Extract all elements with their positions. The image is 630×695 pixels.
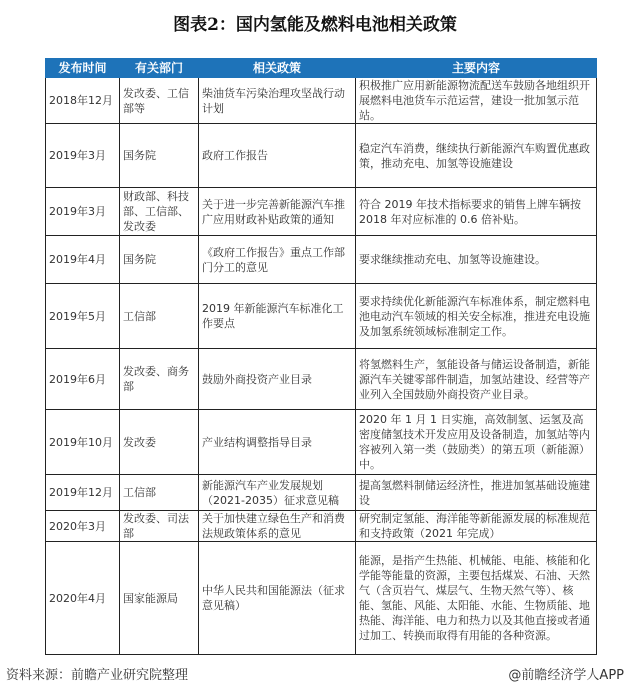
table-row xyxy=(46,78,597,124)
policy-cell: 新能源汽车产业发展规划（2021-2035）征求意见稿 xyxy=(199,475,356,511)
column-header: 发布时间 xyxy=(46,59,120,78)
content-cell: 稳定汽车消费，继续执行新能源汽车购置优惠政策，推动充电、加氢等设施建设 xyxy=(356,124,597,188)
table-header xyxy=(46,59,597,78)
policy-table xyxy=(45,58,597,655)
policy-cell: 柴油货车污染治理攻坚战行动计划 xyxy=(199,78,356,124)
column-header: 相关政策 xyxy=(199,59,356,78)
table-row xyxy=(46,349,597,410)
table-row xyxy=(46,284,597,349)
table-row xyxy=(46,511,597,542)
table-row xyxy=(46,475,597,511)
brand-watermark: @前瞻经济学人APP xyxy=(508,668,624,683)
policy-cell: 2019 年新能源汽车标准化工作要点 xyxy=(199,284,356,349)
content-cell: 将氢燃料生产，氢能设备与储运设备制造，新能源汽车关键零部件制造，加氢站建设、经营等产业列入全国鼓励外商投资产业目录。 xyxy=(356,349,597,410)
date-cell: 2019年3月 xyxy=(46,124,120,188)
policy-cell: 《政府工作报告》重点工作部门分工的意见 xyxy=(199,236,356,284)
date-cell: 2019年10月 xyxy=(46,410,120,475)
policy-cell: 中华人民共和国能源法（征求意见稿） xyxy=(199,542,356,655)
policy-cell: 关于进一步完善新能源汽车推广应用财政补贴政策的通知 xyxy=(199,188,356,236)
department-cell: 工信部 xyxy=(120,475,199,511)
date-cell: 2019年5月 xyxy=(46,284,120,349)
column-header: 有关部门 xyxy=(120,59,199,78)
date-cell: 2019年6月 xyxy=(46,349,120,410)
table-row xyxy=(46,410,597,475)
content-cell: 符合 2019 年技术指标要求的销售上牌车辆按 2018 年对应标准的 0.6 倍补贴。 xyxy=(356,188,597,236)
department-cell: 发改委、司法部 xyxy=(120,511,199,542)
content-cell: 能源，是指产生热能、机械能、电能、核能和化学能等能量的资源，主要包括煤炭、石油、天然气（含页岩气、煤层气、生物天然气等）、核能、氢能、风能、太阳能、水能、生物质能、地热能、海洋能、电力和热力以及其他直接或者通过加工、转换而取得有用能的各种资源。 xyxy=(356,542,597,655)
department-cell: 国家能源局 xyxy=(120,542,199,655)
date-cell: 2019年12月 xyxy=(46,475,120,511)
date-cell: 2019年4月 xyxy=(46,236,120,284)
content-cell: 要求持续优化新能源汽车标准体系，制定燃料电池电动汽车领域的相关安全标准，推进充电设施及加氢系统领域标准制定工作。 xyxy=(356,284,597,349)
department-cell: 财政部、科技部、工信部、发改委 xyxy=(120,188,199,236)
content-cell: 研究制定氢能、海洋能等新能源发展的标准规范和支持政策（2021 年完成） xyxy=(356,511,597,542)
date-cell: 2020年3月 xyxy=(46,511,120,542)
policy-cell: 关于加快建立绿色生产和消费法规政策体系的意见 xyxy=(199,511,356,542)
policy-cell: 政府工作报告 xyxy=(199,124,356,188)
content-cell: 要求继续推动充电、加氢等设施建设。 xyxy=(356,236,597,284)
table-row xyxy=(46,236,597,284)
department-cell: 发改委、工信部等 xyxy=(120,78,199,124)
department-cell: 国务院 xyxy=(120,124,199,188)
department-cell: 发改委、商务部 xyxy=(120,349,199,410)
table-row xyxy=(46,124,597,188)
column-header: 主要内容 xyxy=(356,59,597,78)
source-note: 资料来源：前瞻产业研究院整理 xyxy=(6,668,189,683)
page-title: 图表2：国内氢能及燃料电池相关政策 xyxy=(173,15,457,35)
content-cell: 提高氢燃料制储运经济性，推进加氢基础设施建设 xyxy=(356,475,597,511)
department-cell: 发改委 xyxy=(120,410,199,475)
content-cell: 2020 年 1 月 1 日实施，高效制氢、运氢及高密度储氢技术开发应用及设备制造，加氢站等内容被列入第一类（鼓励类）的第五项（新能源）中。 xyxy=(356,410,597,475)
date-cell: 2018年12月 xyxy=(46,78,120,124)
content-cell: 积极推广应用新能源物流配送车鼓励各地组织开展燃料电池货车示范运营，建设一批加氢示范站。 xyxy=(356,78,597,124)
table-row xyxy=(46,542,597,655)
date-cell: 2019年3月 xyxy=(46,188,120,236)
department-cell: 国务院 xyxy=(120,236,199,284)
department-cell: 工信部 xyxy=(120,284,199,349)
table-row xyxy=(46,188,597,236)
policy-cell: 产业结构调整指导目录 xyxy=(199,410,356,475)
date-cell: 2020年4月 xyxy=(46,542,120,655)
policy-cell: 鼓励外商投资产业目录 xyxy=(199,349,356,410)
